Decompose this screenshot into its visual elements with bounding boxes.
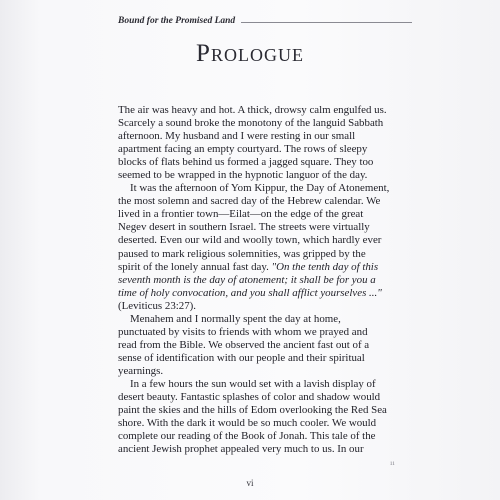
body-line-text: paused to mark religious solemnities, was gripped by the: [118, 247, 366, 260]
body-line: [118, 143, 408, 156]
body-line: [118, 430, 408, 443]
body-line-text: shore. With the dark it would be so much cooler. We would: [118, 417, 377, 430]
body-line-text: The air was heavy and hot. A thick, drowsy calm engulfed us.: [118, 104, 387, 116]
running-head: [118, 16, 412, 26]
body-line-text: complete our reading of the Book of Jonah. This tale of the: [118, 430, 376, 443]
body-line-text: spirit of the lonely annual fast day.: [118, 260, 269, 273]
body-line-text: deserted. Even our wild and woolly town, which hardly ever: [118, 234, 382, 247]
body-line: [118, 195, 408, 208]
body-line: [118, 274, 408, 287]
body-line-text: lived in a frontier town—Eilat—on the edge of the great: [118, 208, 364, 221]
body-line: [118, 182, 408, 195]
body-line: [118, 248, 408, 261]
body-line: [118, 326, 408, 339]
body-line-text: time of holy convocation, and you shall afflict yourselves ...": [118, 286, 382, 299]
body-line: [118, 313, 408, 326]
running-head-text: Bound for the Promised Land: [118, 16, 236, 26]
body-line: [118, 443, 408, 456]
body-line: [118, 300, 408, 313]
body-line: [118, 169, 408, 182]
body-line: [118, 378, 408, 391]
body-line-text: blocks of flats behind us formed a jagged square. They too: [118, 156, 374, 169]
body-line-text: It was the afternoon of Yom Kippur, the Day of Atonement,: [130, 182, 390, 195]
body-line-text: (Leviticus 23:27).: [118, 299, 197, 312]
body-line-text: seventh month is the day of atonement; it shall be for you a: [118, 273, 376, 286]
body-line-text: Negev desert in southern Israel. The streets were virtually: [118, 221, 370, 234]
body-line: [118, 391, 408, 404]
body-line-text: sense of identification with our people and their spiritual: [118, 351, 365, 364]
body-line-text: Menahem and I normally spent the day at home,: [130, 312, 341, 325]
body-line: [118, 208, 408, 221]
body-line: [118, 221, 408, 234]
body-line: [118, 417, 408, 430]
body-line: [118, 117, 408, 130]
chapter-title: Prologue: [196, 40, 304, 67]
body-line-text: ancient Jewish prophet appealed very much to us. In our: [118, 443, 364, 456]
body-line-text: yearnings.: [118, 364, 164, 377]
body-line: [118, 104, 408, 117]
body-line-text: read from the Bible. We observed the ancient fast out of a: [118, 338, 370, 351]
body-line: [118, 261, 408, 274]
body-line: [118, 287, 408, 300]
body-line-text: afternoon. My husband and I were resting in our small: [118, 130, 356, 143]
edge-mark: ¹¹: [390, 460, 395, 469]
body-line: [118, 339, 408, 352]
body-line: [118, 130, 408, 143]
body-line-text: the most solemn and sacred day of the Hebrew calendar. We: [118, 195, 381, 208]
body-line: [118, 365, 408, 378]
body-line-text: seemed to be wrapped in the hypnotic languor of the day.: [118, 169, 368, 182]
body-line: [118, 234, 408, 247]
body-line-text: apartment facing an empty courtyard. The rows of sleepy: [118, 143, 368, 156]
body-line-text: Scarcely a sound broke the monotony of the languid Sabbath: [118, 117, 384, 130]
body-line: [118, 156, 408, 169]
body-line: [118, 404, 408, 417]
prologue-body: [118, 104, 408, 456]
running-head-rule: [241, 22, 412, 23]
body-line-text: desert beauty. Fantastic splashes of color and shadow would: [118, 391, 381, 404]
body-line: [118, 352, 408, 365]
body-line-text: In a few hours the sun would set with a lavish display of: [130, 377, 376, 390]
page-number: vi: [246, 478, 254, 488]
body-line-quote: "On the tenth day of this: [268, 260, 379, 273]
body-line-text: punctuated by visits to friends with whom we prayed and: [118, 325, 368, 338]
body-line-text: paint the skies and the hills of Edom overlooking the Red Sea: [118, 404, 387, 417]
